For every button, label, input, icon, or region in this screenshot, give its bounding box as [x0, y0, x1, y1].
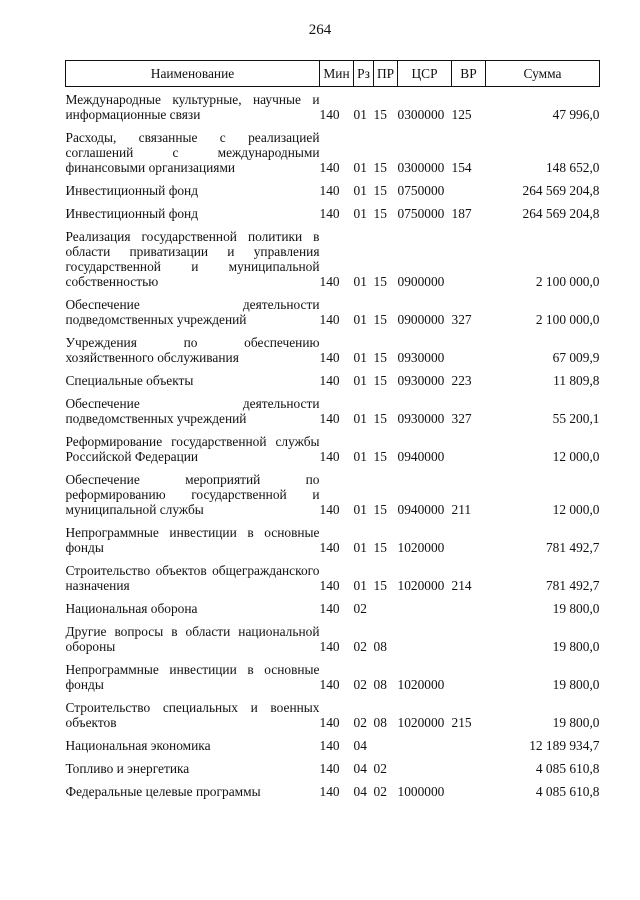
row-vr — [452, 178, 486, 201]
row-pr: 15 — [373, 350, 387, 365]
row-name: Обеспечение деятельности подведомственных учреждений — [65, 396, 320, 426]
row-vr — [452, 429, 486, 467]
row-csr: 0930000 — [397, 350, 445, 365]
table-row — [66, 779, 600, 802]
row-name: Национальная оборона — [65, 601, 198, 616]
row-sum: 4 085 610,8 — [535, 784, 600, 799]
row-csr: 1020000 — [397, 540, 445, 555]
row-sum: 19 800,0 — [552, 715, 600, 730]
row-vr: 215 — [451, 715, 472, 730]
table-row — [66, 125, 600, 178]
row-rz: 01 — [353, 578, 367, 593]
row-name: Другие вопросы в области национальной обороны — [65, 624, 320, 654]
header-vr: ВР — [452, 61, 486, 87]
row-min: 140 — [319, 274, 340, 289]
row-csr: 0300000 — [397, 107, 445, 122]
row-vr — [452, 779, 486, 802]
table-row — [66, 391, 600, 429]
table-row — [66, 467, 600, 520]
row-csr: 0930000 — [397, 373, 445, 388]
row-min: 140 — [319, 107, 340, 122]
row-rz: 01 — [353, 502, 367, 517]
table-row — [66, 429, 600, 467]
row-rz: 01 — [353, 274, 367, 289]
row-csr: 0750000 — [397, 206, 445, 221]
row-name: Национальная экономика — [65, 738, 211, 753]
row-rz: 02 — [353, 639, 367, 654]
row-vr: 214 — [451, 578, 472, 593]
row-name: Инвестиционный фонд — [65, 183, 199, 198]
row-name: Обеспечение мероприятий по реформированию государственной и муниципальной службы — [65, 472, 320, 517]
row-vr — [452, 657, 486, 695]
row-rz: 01 — [353, 160, 367, 175]
row-sum: 12 189 934,7 — [529, 738, 600, 753]
row-csr: 1000000 — [397, 784, 445, 799]
row-sum: 55 200,1 — [552, 411, 600, 426]
table-row — [66, 292, 600, 330]
row-sum: 781 492,7 — [545, 578, 600, 593]
row-pr: 15 — [373, 411, 387, 426]
table-row — [66, 178, 600, 201]
page-number: 264 — [308, 22, 332, 38]
row-name: Строительство объектов общегражданского назначения — [65, 563, 320, 593]
row-vr: 211 — [451, 502, 472, 517]
row-min: 140 — [319, 578, 340, 593]
row-min: 140 — [319, 183, 340, 198]
row-sum: 264 569 204,8 — [522, 183, 600, 198]
budget-table — [65, 60, 600, 802]
header-csr: ЦСР — [398, 61, 452, 87]
row-rz: 01 — [353, 107, 367, 122]
table-row — [66, 619, 600, 657]
row-sum: 19 800,0 — [552, 639, 600, 654]
row-csr: 0900000 — [397, 312, 445, 327]
row-vr: 154 — [451, 160, 472, 175]
row-sum: 4 085 610,8 — [535, 761, 600, 776]
row-rz: 01 — [353, 411, 367, 426]
row-sum: 148 652,0 — [545, 160, 600, 175]
row-min: 140 — [319, 601, 340, 616]
table-row — [66, 695, 600, 733]
row-sum: 19 800,0 — [552, 601, 600, 616]
row-vr — [452, 596, 486, 619]
row-vr: 327 — [451, 312, 472, 327]
row-vr — [452, 520, 486, 558]
row-sum: 2 100 000,0 — [535, 274, 600, 289]
row-csr: 0940000 — [397, 502, 445, 517]
row-rz: 01 — [353, 540, 367, 555]
row-pr: 15 — [373, 107, 387, 122]
row-vr — [452, 733, 486, 756]
row-min: 140 — [319, 373, 340, 388]
row-name: Реализация государственной политики в области приватизации и управления государственной и муниципальной собственностью — [65, 229, 320, 289]
table-row — [66, 756, 600, 779]
row-min: 140 — [319, 784, 340, 799]
row-csr: 1020000 — [397, 677, 445, 692]
row-rz: 01 — [353, 183, 367, 198]
row-csr — [398, 596, 452, 619]
row-csr: 0900000 — [397, 274, 445, 289]
row-vr — [452, 224, 486, 292]
row-rz: 01 — [353, 449, 367, 464]
row-min: 140 — [319, 761, 340, 776]
row-pr: 15 — [373, 274, 387, 289]
table-row — [66, 87, 600, 126]
row-name: Непрограммные инвестиции в основные фонды — [65, 525, 320, 555]
row-rz: 02 — [353, 601, 367, 616]
table-row — [66, 201, 600, 224]
row-name: Международные культурные, научные и информационные связи — [65, 92, 320, 122]
row-sum: 781 492,7 — [545, 540, 600, 555]
row-min: 140 — [319, 502, 340, 517]
row-sum: 264 569 204,8 — [522, 206, 600, 221]
row-min: 140 — [319, 449, 340, 464]
row-csr: 1020000 — [397, 578, 445, 593]
header-rz: Рз — [354, 61, 374, 87]
row-name: Специальные объекты — [65, 373, 194, 388]
table-row — [66, 657, 600, 695]
row-rz: 04 — [353, 784, 367, 799]
row-rz: 01 — [353, 373, 367, 388]
row-pr: 15 — [373, 578, 387, 593]
row-csr: 0940000 — [397, 449, 445, 464]
row-sum: 47 996,0 — [552, 107, 600, 122]
row-min: 140 — [319, 350, 340, 365]
row-sum: 12 000,0 — [552, 502, 600, 517]
row-name: Реформирование государственной службы Российской Федерации — [65, 434, 320, 464]
row-min: 140 — [319, 738, 340, 753]
row-csr — [398, 756, 452, 779]
row-sum: 11 809,8 — [553, 373, 600, 388]
table-row — [66, 224, 600, 292]
row-sum: 2 100 000,0 — [535, 312, 600, 327]
row-pr: 02 — [373, 761, 387, 776]
row-vr: 327 — [451, 411, 472, 426]
table-body — [66, 87, 600, 803]
row-name: Непрограммные инвестиции в основные фонды — [65, 662, 320, 692]
row-pr — [374, 596, 398, 619]
row-vr — [452, 330, 486, 368]
row-csr — [398, 733, 452, 756]
row-sum: 12 000,0 — [552, 449, 600, 464]
row-pr: 08 — [373, 677, 387, 692]
row-name: Федеральные целевые программы — [65, 784, 261, 799]
row-csr: 0930000 — [397, 411, 445, 426]
row-rz: 04 — [353, 761, 367, 776]
row-min: 140 — [319, 312, 340, 327]
row-pr: 15 — [373, 449, 387, 464]
row-rz: 02 — [353, 715, 367, 730]
row-name: Учреждения по обеспечению хозяйственного обслуживания — [65, 335, 320, 365]
row-rz: 01 — [353, 312, 367, 327]
header-pr: ПР — [374, 61, 398, 87]
row-rz: 02 — [353, 677, 367, 692]
row-pr: 15 — [373, 312, 387, 327]
row-csr — [398, 619, 452, 657]
row-rz: 04 — [353, 738, 367, 753]
row-rz: 01 — [353, 206, 367, 221]
row-name: Обеспечение деятельности подведомственных учреждений — [65, 297, 320, 327]
row-vr: 187 — [451, 206, 472, 221]
row-name: Строительство специальных и военных объектов — [65, 700, 320, 730]
row-pr: 15 — [373, 540, 387, 555]
row-pr: 15 — [373, 373, 387, 388]
row-sum: 19 800,0 — [552, 677, 600, 692]
table-row — [66, 330, 600, 368]
row-name: Топливо и энергетика — [65, 761, 190, 776]
row-min: 140 — [319, 639, 340, 654]
row-pr: 15 — [373, 160, 387, 175]
row-name: Инвестиционный фонд — [65, 206, 199, 221]
row-rz: 01 — [353, 350, 367, 365]
row-pr — [374, 733, 398, 756]
row-vr: 223 — [451, 373, 472, 388]
header-name: Наименование — [66, 61, 320, 87]
row-pr: 15 — [373, 206, 387, 221]
row-min: 140 — [319, 677, 340, 692]
header-sum: Сумма — [486, 61, 600, 87]
table-row — [66, 368, 600, 391]
header-min: Мин — [320, 61, 354, 87]
row-min: 140 — [319, 206, 340, 221]
row-pr: 02 — [373, 784, 387, 799]
row-min: 140 — [319, 411, 340, 426]
table-row — [66, 733, 600, 756]
row-csr: 0750000 — [397, 183, 445, 198]
table-row — [66, 520, 600, 558]
row-name: Расходы, связанные с реализацией соглашений с международными финансовыми организациями — [65, 130, 320, 175]
row-vr — [452, 619, 486, 657]
row-pr: 08 — [373, 715, 387, 730]
row-sum: 67 009,9 — [552, 350, 600, 365]
row-pr: 08 — [373, 639, 387, 654]
row-vr: 125 — [451, 107, 472, 122]
row-min: 140 — [319, 715, 340, 730]
row-min: 140 — [319, 540, 340, 555]
table-row — [66, 596, 600, 619]
table-row — [66, 558, 600, 596]
row-csr: 0300000 — [397, 160, 445, 175]
row-csr: 1020000 — [397, 715, 445, 730]
row-pr: 15 — [373, 183, 387, 198]
table-header-row — [66, 61, 600, 87]
row-vr — [452, 756, 486, 779]
row-min: 140 — [319, 160, 340, 175]
row-pr: 15 — [373, 502, 387, 517]
